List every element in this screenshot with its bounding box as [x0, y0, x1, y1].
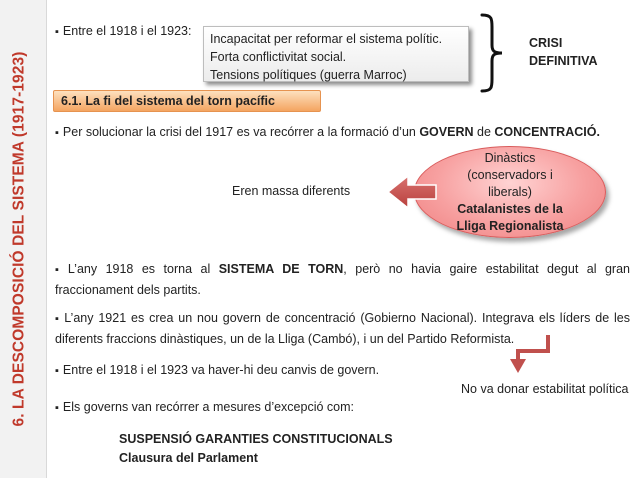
- measures-list: [119, 430, 393, 468]
- sidebar-title-wrap: [2, 0, 36, 478]
- paragraph-changes: ▪ Entre el 1918 i el 1923 va haver-hi deu canvis de govern.: [55, 360, 435, 381]
- paragraph-1918: ▪ L’any 1918 es torna al SISTEMA DE TORN, però no havia gaire estabilitat degut al gran fraccionament dels partits.: [55, 259, 630, 300]
- sidebar-divider: [46, 0, 47, 478]
- coalition-oval: [414, 146, 606, 238]
- crisis-label-line: DEFINITIVA: [529, 54, 598, 68]
- different-note: Eren massa diferents: [232, 184, 351, 198]
- paragraph-exception: ▪ Els governs van recórrer a mesures d’excepció com:: [55, 397, 435, 418]
- bent-arrow-icon: [504, 333, 554, 377]
- oval-line: Catalanistes de la: [457, 201, 563, 216]
- intro-text: ▪ Entre el 1918 i el 1923:: [55, 24, 191, 38]
- stability-note: No va donar estabilitat política: [461, 382, 629, 396]
- oval-line: (conservadors i: [467, 167, 553, 182]
- cause-item: Tensions polítiques (guerra Marroc): [210, 68, 407, 82]
- oval-line: Dinàstics: [484, 150, 536, 165]
- cause-item: Incapacitat per reformar el sistema polític.: [210, 32, 443, 46]
- measure-item: SUSPENSIÓ GARANTIES CONSTITUCIONALS: [119, 432, 393, 446]
- concentration-text: ▪ Per solucionar la crisi del 1917 es va recórrer a la formació d’un GOVERN de CONCENTRACIÓ.: [55, 122, 630, 143]
- oval-line: Lliga Regionalista: [456, 218, 564, 233]
- section-title: 6.1. La fi del sistema del torn pacífic: [53, 90, 321, 112]
- left-arrow-icon: [386, 172, 438, 212]
- curly-brace-icon: [478, 13, 508, 93]
- crisis-label: [529, 34, 598, 70]
- oval-line: liberals): [488, 184, 532, 199]
- paragraph-1921: ▪ L’any 1921 es crea un nou govern de concentració (Gobierno Nacional). Integrava els líders de les diferents fraccions dinàstiques, un de la Lliga (Cambó), i un del Partido Reformista.: [55, 308, 630, 349]
- sidebar-title: 6. LA DESCOMPOSICIÓ DEL SISTEMA (1917-1923): [10, 51, 27, 427]
- measure-item: Clausura del Parlament: [119, 451, 258, 465]
- cause-item: Forta conflictivitat social.: [210, 50, 347, 64]
- crisis-label-line: CRISI: [529, 36, 563, 50]
- causes-box: [203, 26, 469, 82]
